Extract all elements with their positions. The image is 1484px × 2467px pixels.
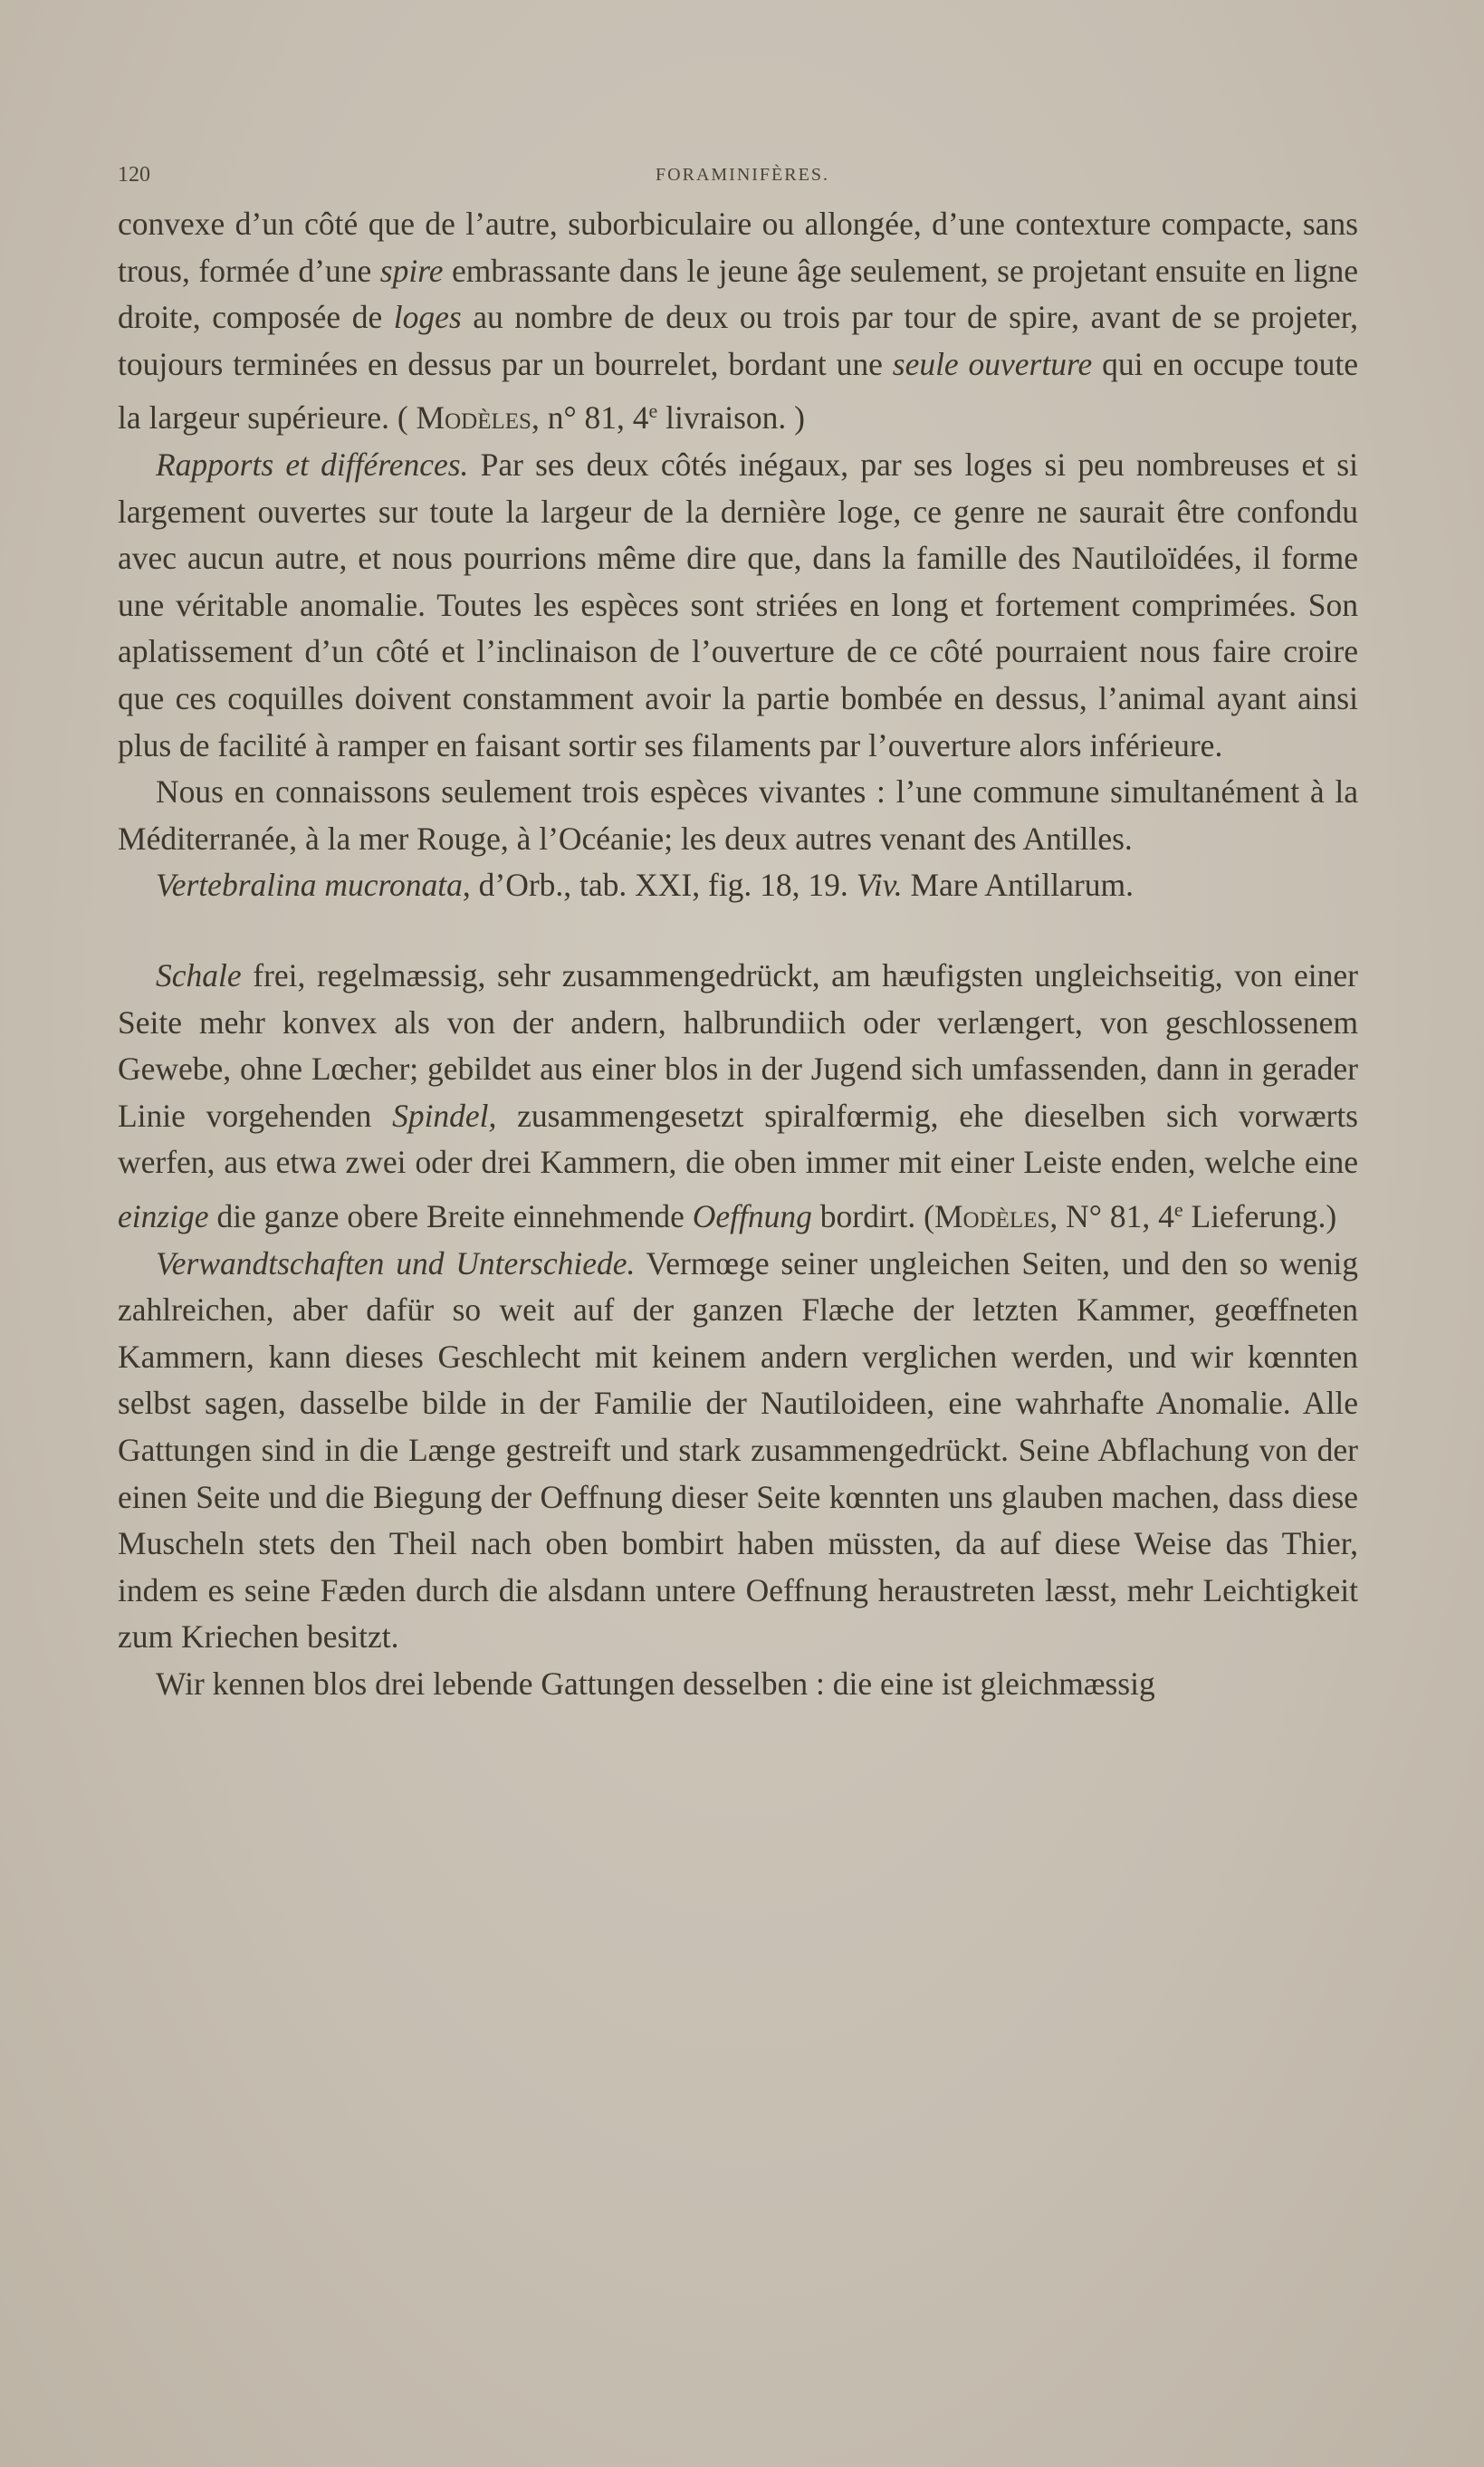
text-run: convexe d’un côté que de l’autre, suborbiculaire ou allongée, d’une contexture compacte, sans trous, formée d’une	[118, 206, 1358, 289]
text-run: frei, regelmæssig, sehr zusammengedrückt, am hæufigsten ungleichseitig, von einer Seite mehr konvex als von der andern, halbrundiich oder verlængert, von geschlossenem Gewebe, ohne Lœcher; gebildet aus einer blos in der Jugend sich umfassenden, dann in gerader Linie vorgehenden	[118, 957, 1358, 1134]
text-run: die ganze obere Breite einnehmende	[208, 1198, 693, 1235]
text-run: , n° 81, 4	[531, 399, 649, 437]
italic-term: spire	[379, 252, 444, 289]
small-caps-term: Modèles	[416, 399, 531, 437]
italic-term: loges	[393, 299, 462, 336]
text-run: , d’Orb., tab. XXI, fig. 18, 19.	[462, 867, 857, 904]
text-run: Lieferung.)	[1182, 1198, 1337, 1235]
superscript: e	[648, 399, 658, 423]
page-number: 120	[118, 163, 150, 187]
text-run: embrassante dans le jeune âge seulement, se projetant ensuite en ligne droite, composée de	[118, 252, 1359, 336]
paragraph-de-verwandtschaften	[118, 1241, 1358, 1661]
running-head: FORAMINIFÈRES.	[656, 165, 829, 185]
italic-term: einzige	[118, 1198, 209, 1235]
text-run: qui en occupe toute la largeur supérieure. (	[118, 345, 1359, 437]
paragraph-fr-species-entry	[118, 862, 1358, 909]
text-run: Par ses deux côtés inégaux, par ses loges si peu nombreuses et si largement ouvertes sur toute la largeur de la dernière loge, ce genre ne saurait être confondu avec aucun autre, et nous pourrions même dire que, dans la famille des Nautiloïdées, il forme une véritable anomalie. Toutes les espèces sont striées en long et fortement comprimées. Son aplatissement d’un côté et l’inclinaison de l’ouverture de ce côté pourraient nous faire croire que ces coquilles doivent constamment avoir la partie bombée en dessus, l’animal ayant ainsi plus de facilité à ramper en faisant sortir ses filaments par l’ouverture alors inférieure.	[118, 446, 1358, 763]
species-name: Vertebralina mucronata	[156, 867, 463, 904]
italic-term: Spindel,	[392, 1097, 497, 1134]
section-heading-italic: Verwandtschaften und Unterschiede.	[156, 1244, 636, 1281]
italic-term: Schale	[156, 957, 242, 994]
text-run: bordirt. (	[811, 1198, 934, 1235]
section-heading-italic: Rapports et différences.	[156, 446, 469, 484]
paragraph-fr-rapports	[118, 442, 1358, 769]
italic-term: seule ouverture	[892, 345, 1093, 382]
small-caps-term: Modèles	[933, 1198, 1050, 1235]
paragraph-de-description	[118, 953, 1358, 1241]
text-run: zusammengesetzt spiralfœrmig, ehe dieselben sich vorwærts werfen, aus etwa zwei oder drei Kammern, die oben immer mit einer Leiste enden, welche eine	[118, 1097, 1358, 1181]
paragraph-fr-description	[118, 201, 1358, 442]
superscript: e	[1173, 1197, 1183, 1221]
text-run: , N° 81, 4	[1049, 1198, 1174, 1235]
body-text	[118, 201, 1358, 1708]
italic-term: Oeffnung	[692, 1198, 812, 1235]
paragraph-de-species: Wir kennen blos drei lebende Gattungen desselben : die eine ist gleichmæssig	[156, 1665, 1155, 1702]
text-run: Mare Antillarum.	[902, 867, 1134, 904]
paragraph-fr-species: Nous en connaissons seulement trois espèces vivantes : l’une commune simultanément à la Méditerranée, à la mer Rouge, à l’Océanie; les deux autres venant des Antilles.	[118, 773, 1358, 857]
text-run: livraison. )	[657, 399, 805, 437]
text-run: Vermœge seiner ungleichen Seiten, und den so wenig zahlreichen, aber dafür so weit auf der ganzen Flæche der letzten Kammer, geœffneten Kammern, kann dieses Geschlecht mit keinem andern verglichen werden, und wir kœnnten selbst sagen, dasselbe bilde in der Familie der Nautiloideen, eine wahrhafte Anomalie. Alle Gattungen sind in die Længe gestreift und stark zusammengedrückt. Seine Abflachung von der einen Seite und die Biegung der Oeffnung dieser Seite kœnnten uns glauben machen, dass diese Muscheln stets den Theil nach oben bombirt haben müssten, da auf diese Weise das Thier, indem es seine Fæden durch die alsdann untere Oeffnung heraustreten læsst, mehr Leichtigkeit zum Kriechen besitzt.	[118, 1244, 1359, 1656]
italic-term: Viv.	[856, 867, 903, 904]
text-run: au nombre de deux ou trois par tour de spire, avant de se projeter, toujours terminées en dessus par un bourrelet, bordant une	[118, 299, 1358, 382]
page-header	[118, 163, 1367, 196]
